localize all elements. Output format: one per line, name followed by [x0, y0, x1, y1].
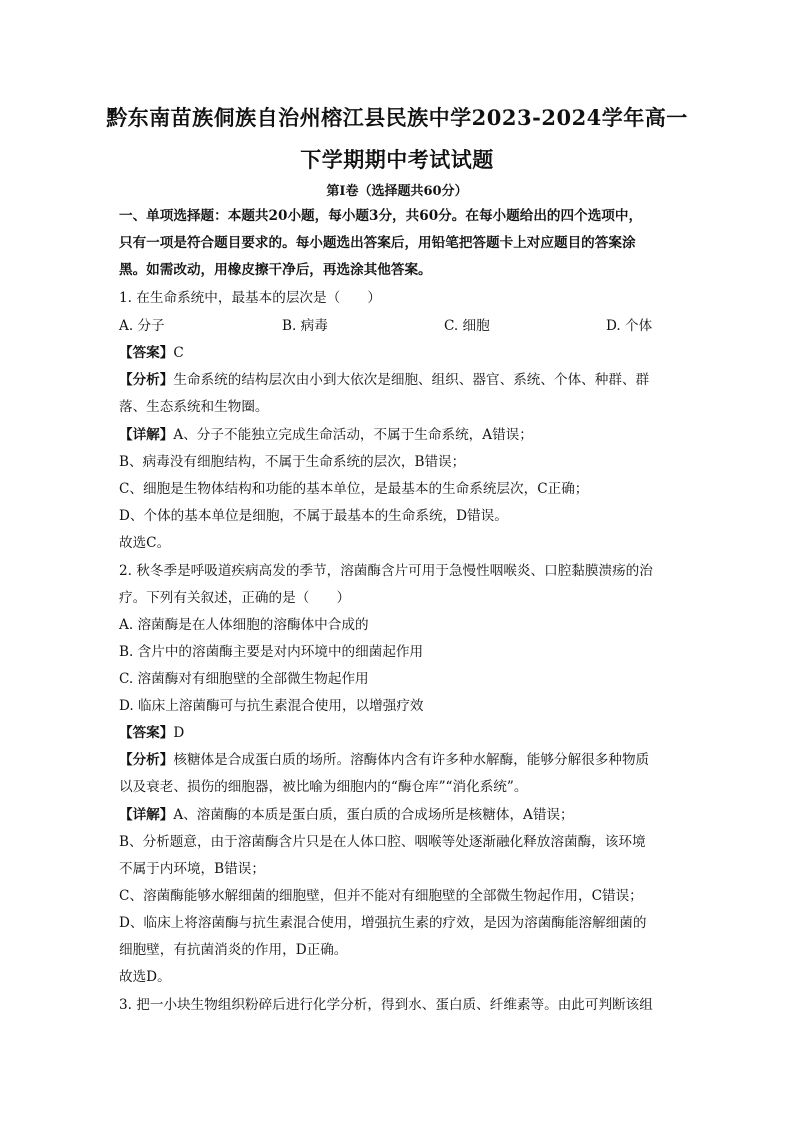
q1-conclusion: 故选C。: [119, 535, 171, 551]
detail-tag: 【详解】: [119, 427, 174, 443]
q1-option-a: A. 分子: [119, 318, 165, 334]
analysis-tag: 【分析】: [119, 752, 174, 768]
exam-title-line1: 黔东南苗族侗族自治州榕江县民族中学2023-2024学年高一: [106, 105, 688, 130]
q2-analysis: [119, 752, 649, 768]
q1-option-d: D. 个体: [606, 318, 653, 334]
q2-analysis-cont: 以及衰老、损伤的细胞器，被比喻为细胞内的“酶仓库”“消化系统”。: [119, 779, 528, 795]
q2-conclusion: 故选D。: [119, 969, 171, 985]
q1-detail-c: C、细胞是生物体结构和功能的基本单位，是最基本的生命系统层次，C正确；: [119, 481, 589, 497]
detail-text: A、溶菌酶的本质是蛋白质，蛋白质的合成场所是核糖体，A错误；: [173, 807, 574, 823]
q1-analysis-cont: 落、生态系统和生物圈。: [119, 399, 269, 415]
q1-analysis: [119, 372, 649, 388]
q1-detail: [119, 427, 533, 443]
q2-option-a: A. 溶菌酶是在人体细胞的溶酶体中合成的: [119, 617, 369, 633]
q1-option-c: C. 细胞: [444, 318, 490, 334]
q1-option-b: B. 病毒: [282, 318, 328, 334]
q2-stem: 2. 秋冬季是呼吸道疾病高发的季节，溶菌酶含片可用于急慢性咽喉炎、口腔黏膜溃疡的治: [119, 563, 653, 579]
instructions-line-1: 一、单项选择题：本题共20小题，每小题3分，共60分。在每小题给出的四个选项中，: [119, 208, 643, 224]
q1-stem: 1. 在生命系统中，最基本的层次是（ ）: [119, 290, 381, 306]
instructions-line-2: 只有一项是符合题目要求的。每小题选出答案后，用铅笔把答题卡上对应题目的答案涂: [119, 235, 636, 251]
q2-detail-d-cont: 细胞壁，有抗菌消炎的作用，D正确。: [119, 942, 348, 958]
answer-value: C: [173, 345, 184, 361]
q2-stem-cont: 疗。下列有关叙述，正确的是（ ）: [119, 590, 351, 606]
exam-title-line2: 下学期期中考试试题: [300, 147, 494, 172]
q1-answer: [119, 345, 184, 361]
q2-detail-d: D、临床上将溶菌酶与抗生素混合使用，增强抗生素的疗效，是因为溶菌酶能溶解细菌的: [119, 915, 647, 931]
detail-text: A、分子不能独立完成生命活动，不属于生命系统，A错误；: [173, 427, 533, 443]
analysis-tag: 【分析】: [119, 372, 174, 388]
answer-value: D: [173, 725, 185, 741]
q2-option-b: B. 含片中的溶菌酶主要是对内环境中的细菌起作用: [119, 644, 424, 660]
q2-detail-c: C、溶菌酶能够水解细菌的细胞壁，但并不能对有细胞壁的全部微生物起作用，C错误；: [119, 888, 643, 904]
q2-detail-b-cont: 不属于内环境，B错误；: [119, 861, 265, 877]
q1-detail-d: D、个体的基本单位是细胞，不属于最基本的生命系统，D错误。: [119, 508, 508, 524]
q1-detail-b: B、病毒没有细胞结构，不属于生命系统的层次，B错误；: [119, 454, 466, 470]
answer-tag: 【答案】: [119, 725, 174, 741]
answer-tag: 【答案】: [119, 345, 174, 361]
instructions-line-3: 黑。如需改动，用橡皮擦干净后，再选涂其他答案。: [119, 262, 432, 278]
analysis-text: 核糖体是合成蛋白质的场所。溶酶体内含有许多种水解酶，能够分解很多种物质: [173, 752, 650, 768]
q2-option-c: C. 溶菌酶对有细胞壁的全部微生物起作用: [119, 671, 369, 687]
q2-detail: [119, 807, 574, 823]
part-heading: 第I卷（选择题共60分）: [326, 184, 468, 199]
q2-option-d: D. 临床上溶菌酶可与抗生素混合使用，以增强疗效: [119, 698, 424, 714]
detail-tag: 【详解】: [119, 807, 174, 823]
q2-answer: [119, 725, 184, 741]
analysis-text: 生命系统的结构层次由小到大依次是细胞、组织、器官、系统、个体、种群、群: [173, 372, 650, 388]
q2-detail-b: B、分析题意，由于溶菌酶含片只是在人体口腔、咽喉等处逐渐融化释放溶菌酶，该环境: [119, 834, 646, 850]
q3-stem: 3. 把一小块生物组织粉碎后进行化学分析，得到水、蛋白质、纤维素等。由此可判断该组: [119, 997, 653, 1013]
